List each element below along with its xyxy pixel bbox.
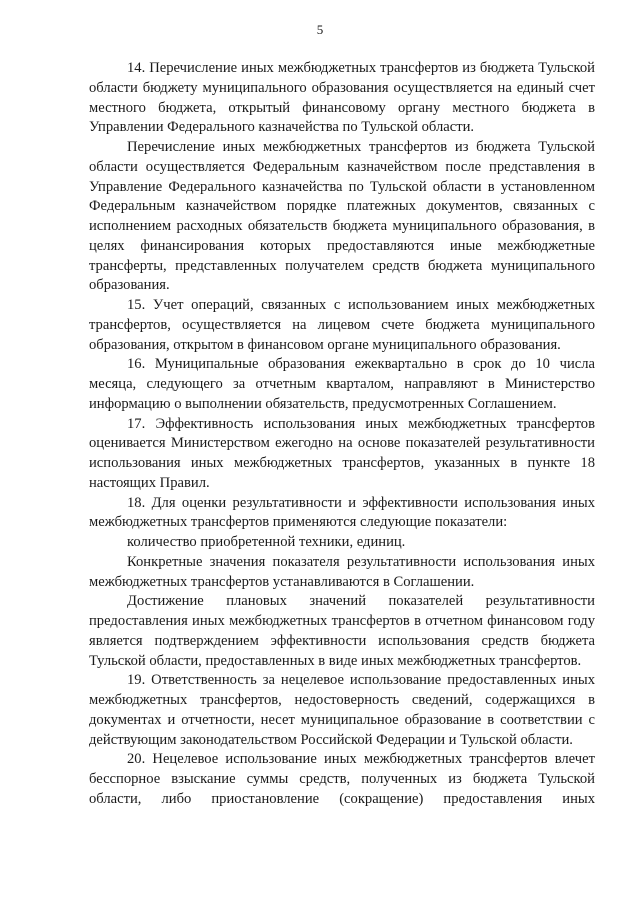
paragraph-19: 19. Ответственность за нецелевое использование предоставленных иных межбюджетных трансфертов, недостоверность сведений, содержащихся в документах и отчетности, несет муниципальное образование в соответствии с действующим законодательством Российской Федерации и Тульской области. <box>89 672 595 748</box>
paragraph-18-achievement: Достижение плановых значений показателей результативности предоставления иных межбюджетных трансфертов в отчетном финансовом году является подтверждением эффективности использования средств бюджета Тульской области, предоставленных в виде иных межбюджетных трансфертов. <box>89 593 595 669</box>
paragraph-18-values: Конкретные значения показателя результативности использования иных межбюджетных трансфертов устанавливаются в Соглашении. <box>89 553 595 590</box>
page-number: 5 <box>316 22 324 37</box>
paragraph-14: 14. Перечисление иных межбюджетных трансфертов из бюджета Тульской области бюджету муниципального образования осуществляется на единый счет местного бюджета, открытый финансовому органу местного бюджета в Управлении Федерального казначейства по Тульской области. <box>89 60 595 136</box>
paragraph-14-transfer: Перечисление иных межбюджетных трансфертов из бюджета Тульской области осуществляется Федеральным казначейством после представления в Управление Федерального казначейства по Тульской области в установленном Федеральным казначейством порядке платежных документов, связанных с исполнением расходных обязательств бюджета муниципального образования, в целях финансирования которых предоставляются иные межбюджетные трансферты, представленных получателем средств бюджета муниципального образования. <box>89 139 595 294</box>
paragraph-18: 18. Для оценки результативности и эффективности использования иных межбюджетных трансфертов применяются следующие показатели: <box>89 494 595 531</box>
paragraph-16: 16. Муниципальные образования ежеквартально в срок до 10 числа месяца, следующего за отчетным кварталом, направляют в Министерство информацию о выполнении обязательств, предусмотренных Соглашением. <box>89 356 595 412</box>
paragraph-20: 20. Нецелевое использование иных межбюджетных трансфертов влечет бесспорное взыскание суммы средств, полученных из бюджета Тульской области, либо приостановление (сокращение) предоставления иных <box>89 751 595 807</box>
paragraph-17: 17. Эффективность использования иных межбюджетных трансфертов оценивается Министерством ежегодно на основе показателей результативности использования иных межбюджетных трансфертов, указанных в пункте 18 настоящих Правил. <box>89 415 595 491</box>
paragraph-15: 15. Учет операций, связанных с использованием иных межбюджетных трансфертов, осуществляется на лицевом счете бюджета муниципального образования, открытом в финансовом органе муниципального образования. <box>89 297 595 353</box>
paragraph-18-indicator: количество приобретенной техники, единиц. <box>127 534 406 550</box>
document-body <box>89 59 595 810</box>
